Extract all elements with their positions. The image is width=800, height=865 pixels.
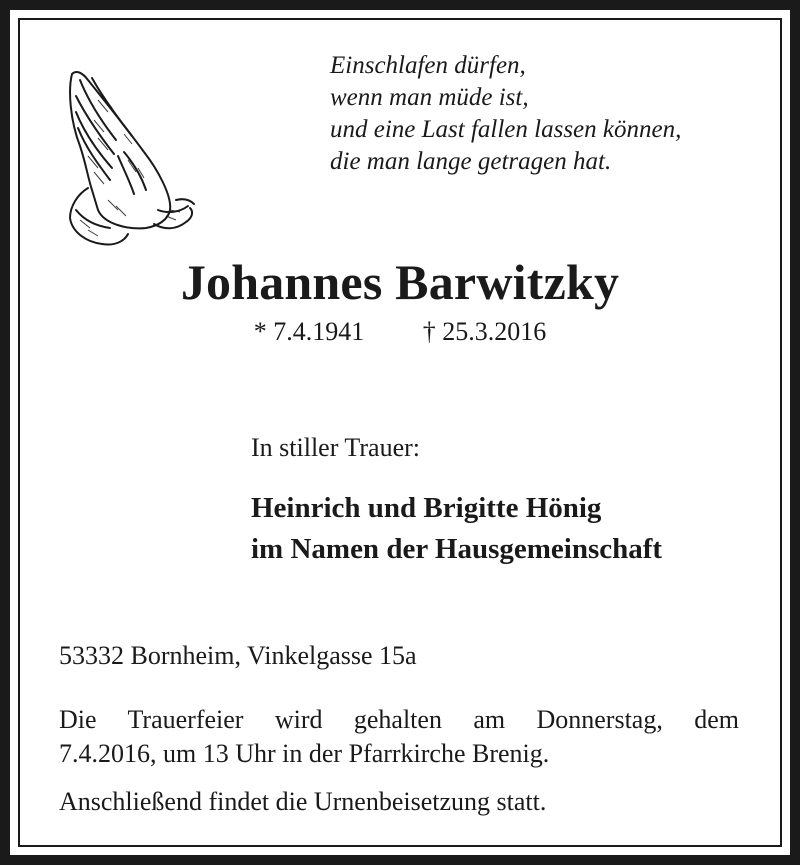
poem-line-4: die man lange getragen hat. (330, 148, 612, 175)
birth-date: * 7.4.1941 (253, 317, 365, 346)
deceased-name: Johannes Barwitzky (180, 254, 620, 310)
poem-line-1: Einschlafen dürfen, (330, 52, 526, 79)
mourner-line-2: im Namen der Hausgemeinschaft (251, 533, 663, 565)
death-date: † 25.3.2016 (422, 317, 547, 346)
obituary-card (18, 18, 782, 847)
mourners (251, 488, 662, 570)
ceremony-notice (59, 703, 739, 771)
praying-hands-icon (58, 60, 198, 260)
poem-line-3: und eine Last fallen lassen können, (330, 116, 682, 143)
ceremony-line-1: Die Trauerfeier wird gehalten am Donnerstag, dem (59, 705, 739, 734)
burial-notice: Anschließend findet die Urnenbeisetzung statt. (59, 787, 547, 816)
mourner-line-1: Heinrich und Brigitte Hönig (251, 492, 602, 524)
life-dates (20, 316, 780, 348)
frame-gap (10, 10, 790, 855)
address: 53332 Bornheim, Vinkelgasse 15a (59, 641, 417, 670)
ceremony-line-2: 7.4.2016, um 13 Uhr in der Pfarrkirche Brenig. (59, 739, 550, 768)
poem (330, 50, 681, 178)
mourning-label: In stiller Trauer: (251, 433, 420, 462)
poem-line-2: wenn man müde ist, (330, 84, 529, 111)
